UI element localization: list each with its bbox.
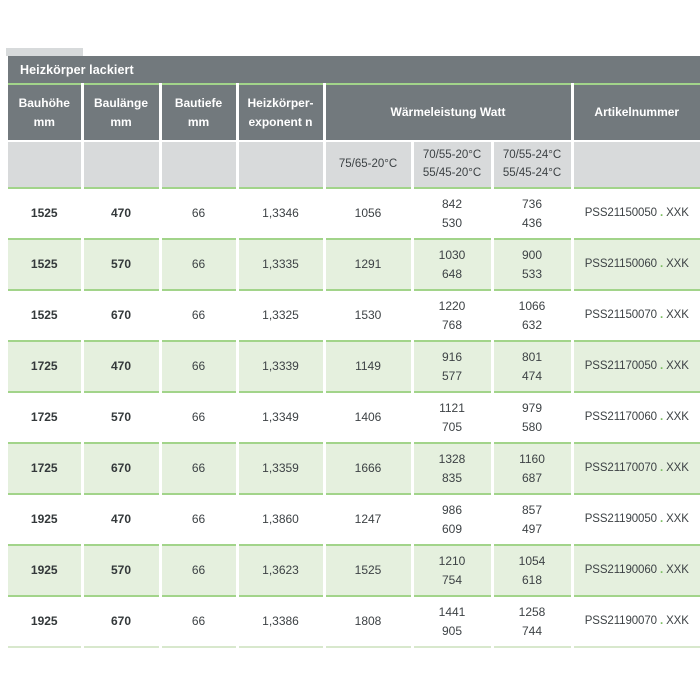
watt-low-value: 632	[521, 317, 543, 332]
cell-watt-70-55-24	[492, 290, 572, 341]
watt-low-value: 497	[521, 521, 543, 536]
cell-bautiefe: 66	[160, 239, 237, 290]
artikel-code: PSS21190060	[584, 563, 657, 576]
cell-artikelnummer	[572, 494, 700, 545]
watt-high-value: 1054	[518, 553, 546, 568]
watt-high-value: 1160	[519, 451, 545, 466]
cell-artikelnummer	[572, 596, 700, 647]
header-baulaenge-label: Baulänge	[93, 95, 148, 110]
cell-exponent: 1,3349	[237, 392, 324, 443]
cell-artikelnummer	[572, 290, 700, 341]
table-row	[8, 290, 700, 341]
table-row	[8, 545, 700, 596]
watt-high-value: 842	[441, 196, 463, 211]
cell-bauhoehe: 1725	[8, 392, 82, 443]
cell-baulaenge: 470	[82, 188, 160, 239]
watt-low-value: 648	[441, 266, 463, 281]
watt-high-value: 1030	[438, 247, 466, 262]
cell-bauhoehe: 1725	[8, 341, 82, 392]
cell-bautiefe: 66	[160, 392, 237, 443]
cell-baulaenge: 670	[82, 443, 160, 494]
cell-baulaenge: 470	[82, 341, 160, 392]
cell-baulaenge: 570	[82, 239, 160, 290]
cell-exponent: 1,3623	[237, 545, 324, 596]
header-exponent-label-1: Heizkörper-	[247, 95, 314, 110]
watt-low-value: 436	[521, 215, 543, 230]
cell-watt-70-55-24	[492, 341, 572, 392]
subheader-empty-bautiefe	[160, 141, 237, 188]
cell-watt-70-55-20	[412, 392, 492, 443]
cell-bauhoehe: 1525	[8, 239, 82, 290]
cell-watt-70-55-20	[412, 341, 492, 392]
table-row	[8, 443, 700, 494]
artikel-suffix: XXK	[666, 614, 689, 627]
cell-watt-75-65: 1406	[324, 392, 412, 443]
cell-bautiefe: 66	[160, 494, 237, 545]
artikel-color-dot: .	[659, 563, 664, 576]
artikel-color-dot: .	[659, 206, 664, 219]
artikel-color-dot: .	[659, 461, 664, 474]
watt-high-value: 986	[441, 502, 463, 517]
cell-exponent: 1,3386	[237, 596, 324, 647]
watt-high-value: 857	[521, 502, 543, 517]
artikel-code: PSS21150050	[584, 206, 657, 219]
watt-high-value: 1220	[438, 298, 466, 313]
radiator-spec-table	[8, 56, 700, 648]
watt-low-value: 768	[441, 317, 463, 332]
cell-watt-70-55-24	[492, 239, 572, 290]
artikel-color-dot: .	[659, 359, 664, 372]
cell-watt-75-65: 1247	[324, 494, 412, 545]
artikel-code: PSS21190070	[584, 614, 657, 627]
cell-bautiefe: 66	[160, 290, 237, 341]
cell-exponent: 1,3325	[237, 290, 324, 341]
watt-high-value: 1258	[518, 604, 546, 619]
cell-watt-75-65: 1056	[324, 188, 412, 239]
cell-watt-70-55-24	[492, 188, 572, 239]
cell-watt-75-65: 1149	[324, 341, 412, 392]
cell-baulaenge: 670	[82, 290, 160, 341]
cell-baulaenge: 570	[82, 392, 160, 443]
table-row	[8, 494, 700, 545]
cell-watt-70-55-20	[412, 443, 492, 494]
watt-high-value: 1121	[439, 400, 465, 415]
cell-watt-75-65: 1291	[324, 239, 412, 290]
header-bauhoehe	[8, 84, 82, 141]
watt-low-value: 835	[441, 470, 463, 485]
header-bautiefe-unit: mm	[187, 114, 210, 129]
artikel-suffix: XXK	[666, 461, 689, 474]
artikel-color-dot: .	[659, 512, 664, 525]
watt-high-value: 736	[521, 196, 543, 211]
cell-artikelnummer	[572, 341, 700, 392]
cell-bautiefe: 66	[160, 443, 237, 494]
cell-bauhoehe: 1925	[8, 545, 82, 596]
watt-low-value: 609	[441, 521, 463, 536]
header-waermeleistung-group: Wärmeleistung Watt	[324, 84, 572, 141]
artikel-suffix: XXK	[666, 359, 689, 372]
watt-high-value: 1441	[438, 604, 466, 619]
watt-high-value: 1328	[438, 451, 466, 466]
cell-watt-70-55-24	[492, 596, 572, 647]
header-row-main	[8, 84, 700, 141]
cell-watt-70-55-20	[412, 239, 492, 290]
watt-low-value: 744	[521, 623, 543, 638]
cell-watt-75-65: 1666	[324, 443, 412, 494]
watt-low-value: 754	[441, 572, 463, 587]
watt-low-value: 618	[521, 572, 543, 587]
cell-watt-70-55-24	[492, 494, 572, 545]
cell-exponent: 1,3346	[237, 188, 324, 239]
table-title: Heizkörper lackiert	[8, 56, 700, 84]
artikel-code: PSS21170050	[584, 359, 657, 372]
subheader-empty-exponent	[237, 141, 324, 188]
subheader-empty-bauhoehe	[8, 141, 82, 188]
cell-watt-70-55-24	[492, 443, 572, 494]
artikel-code: PSS21170060	[584, 410, 657, 423]
artikel-color-dot: .	[659, 257, 664, 270]
cell-artikelnummer	[572, 239, 700, 290]
table-row	[8, 341, 700, 392]
watt-low-value: 705	[441, 419, 463, 434]
cropped-element-edge	[6, 48, 83, 56]
watt-high-value: 900	[521, 247, 543, 262]
header-exponent	[237, 84, 324, 141]
watt-high-value: 1210	[438, 553, 466, 568]
subheader-70-55-24-line2: 55/45-24°C	[502, 166, 562, 179]
artikel-suffix: XXK	[666, 563, 689, 576]
subheader-empty-artikel	[572, 141, 700, 188]
artikel-suffix: XXK	[666, 308, 689, 321]
watt-low-value: 580	[521, 419, 543, 434]
cell-exponent: 1,3335	[237, 239, 324, 290]
cell-artikelnummer	[572, 443, 700, 494]
cell-bauhoehe: 1925	[8, 494, 82, 545]
table-row	[8, 392, 700, 443]
header-baulaenge	[82, 84, 160, 141]
watt-low-value: 474	[521, 368, 543, 383]
cell-exponent: 1,3359	[237, 443, 324, 494]
header-row-sub	[8, 141, 700, 188]
cell-bauhoehe: 1525	[8, 290, 82, 341]
cell-watt-75-65: 1808	[324, 596, 412, 647]
cell-baulaenge: 570	[82, 545, 160, 596]
artikel-color-dot: .	[659, 410, 664, 423]
cell-bauhoehe: 1525	[8, 188, 82, 239]
cell-watt-70-55-20	[412, 596, 492, 647]
cell-watt-70-55-20	[412, 494, 492, 545]
subheader-70-55-20	[412, 141, 492, 188]
artikel-suffix: XXK	[666, 512, 689, 525]
table-row	[8, 239, 700, 290]
cell-bautiefe: 66	[160, 596, 237, 647]
cell-artikelnummer	[572, 545, 700, 596]
watt-low-value: 905	[441, 623, 463, 638]
watt-low-value: 687	[521, 470, 543, 485]
artikel-code: PSS21190050	[584, 512, 657, 525]
table-title-bar	[8, 56, 700, 84]
header-exponent-label-2: exponent n	[248, 114, 313, 129]
header-artikelnummer: Artikelnummer	[572, 84, 700, 141]
artikel-code: PSS21150070	[584, 308, 657, 321]
cell-watt-70-55-20	[412, 545, 492, 596]
cell-watt-70-55-20	[412, 188, 492, 239]
artikel-color-dot: .	[659, 308, 664, 321]
subheader-70-55-24	[492, 141, 572, 188]
subheader-70-55-20-line2: 55/45-20°C	[422, 166, 482, 179]
cell-bautiefe: 66	[160, 341, 237, 392]
cell-bautiefe: 66	[160, 545, 237, 596]
subheader-75-65: 75/65-20°C	[324, 141, 412, 188]
watt-high-value: 979	[521, 400, 543, 415]
table-row	[8, 596, 700, 647]
artikel-suffix: XXK	[666, 410, 689, 423]
cell-exponent: 1,3860	[237, 494, 324, 545]
watt-high-value: 1066	[518, 298, 546, 313]
artikel-suffix: XXK	[666, 206, 689, 219]
cell-watt-70-55-24	[492, 545, 572, 596]
watt-low-value: 533	[521, 266, 543, 281]
cell-artikelnummer	[572, 188, 700, 239]
artikel-color-dot: .	[659, 614, 664, 627]
cell-watt-70-55-20	[412, 290, 492, 341]
cell-watt-75-65: 1530	[324, 290, 412, 341]
subheader-empty-baulaenge	[82, 141, 160, 188]
header-bauhoehe-unit: mm	[33, 114, 55, 129]
subheader-70-55-24-line1: 70/55-24°C	[502, 148, 562, 161]
subheader-70-55-20-line1: 70/55-20°C	[422, 148, 482, 161]
artikel-code: PSS21150060	[584, 257, 657, 270]
header-baulaenge-unit: mm	[110, 114, 132, 129]
cell-watt-75-65: 1525	[324, 545, 412, 596]
cell-bauhoehe: 1925	[8, 596, 82, 647]
watt-low-value: 530	[441, 215, 463, 230]
watt-high-value: 916	[441, 349, 463, 364]
cell-baulaenge: 670	[82, 596, 160, 647]
cell-watt-70-55-24	[492, 392, 572, 443]
cell-bauhoehe: 1725	[8, 443, 82, 494]
artikel-suffix: XXK	[666, 257, 689, 270]
header-bautiefe	[160, 84, 237, 141]
watt-high-value: 801	[521, 349, 543, 364]
cell-bautiefe: 66	[160, 188, 237, 239]
watt-low-value: 577	[441, 368, 463, 383]
cell-baulaenge: 470	[82, 494, 160, 545]
cell-artikelnummer	[572, 392, 700, 443]
table-row	[8, 188, 700, 239]
header-bautiefe-label: Bautiefe	[174, 95, 223, 110]
cell-exponent: 1,3339	[237, 341, 324, 392]
header-bauhoehe-label: Bauhöhe	[18, 95, 70, 110]
artikel-code: PSS21170070	[584, 461, 657, 474]
